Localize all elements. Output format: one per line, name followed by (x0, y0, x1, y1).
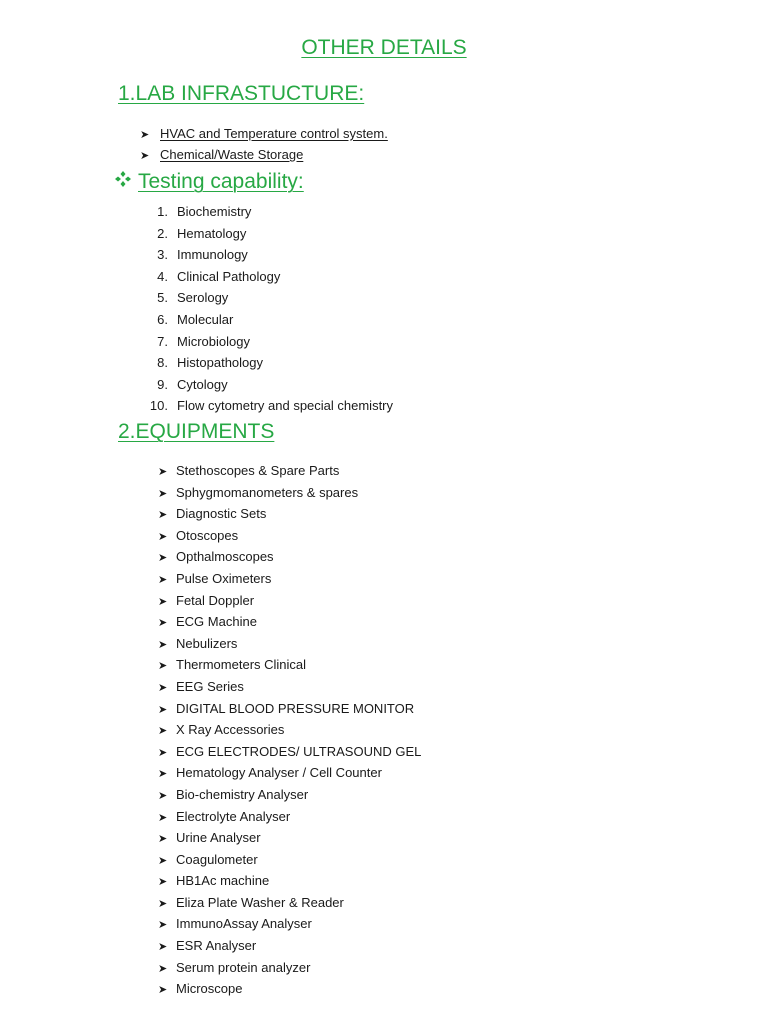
list-item-label: Histopathology (177, 355, 263, 371)
arrow-bullet-icon: ➤ (158, 660, 168, 673)
item-number: 7. (157, 333, 168, 349)
arrow-bullet-icon: ➤ (158, 703, 168, 716)
list-item (158, 827, 421, 849)
list-item-label: Chemical/Waste Storage (160, 147, 304, 162)
list-item (158, 590, 421, 612)
arrow-bullet-icon: ➤ (158, 811, 168, 824)
arrow-bullet-icon: ➤ (158, 919, 168, 932)
arrow-bullet-icon: ➤ (158, 725, 168, 738)
list-item (158, 611, 421, 633)
list-item-label: Diagnostic Sets (176, 506, 267, 522)
list-item-label: Flow cytometry and special chemistry (177, 398, 394, 414)
list-item-label: Serum protein analyzer (176, 959, 311, 975)
list-item-label: Sphygmomanometers & spares (176, 484, 359, 500)
item-number: 8. (157, 355, 168, 371)
list-item-label: Serology (177, 290, 229, 306)
list-item-label: Eliza Plate Washer & Reader (176, 894, 344, 910)
list-item-label: Immunology (177, 247, 248, 263)
list-item-label: Bio-chemistry Analyser (176, 786, 309, 802)
list-item-label: Microbiology (177, 333, 250, 349)
list-item-label: ESR Analyser (176, 938, 257, 954)
list-item-label: HB1Ac machine (176, 873, 270, 889)
list-item-label: DIGITAL BLOOD PRESSURE MONITOR (176, 700, 415, 716)
item-number: 4. (157, 268, 168, 284)
arrow-bullet-icon: ➤ (140, 150, 150, 162)
list-item-label: X Ray Accessories (176, 722, 285, 738)
item-number: 10. (149, 398, 168, 414)
list-item-label: ImmunoAssay Analyser (176, 916, 312, 932)
list-item-label: Molecular (177, 311, 234, 327)
arrow-bullet-icon: ➤ (158, 638, 168, 651)
list-item (140, 123, 388, 144)
list-item-label: Urine Analyser (176, 830, 261, 846)
list-item (158, 698, 421, 720)
list-item-label: Stethoscopes & Spare Parts (176, 463, 340, 478)
list-item-label: Opthalmoscopes (176, 549, 274, 565)
list-item (158, 957, 421, 979)
list-item-label: ECG Machine (176, 614, 257, 630)
list-item-label: Pulse Oximeters (176, 570, 272, 586)
list-item-label: Microscope (176, 981, 243, 997)
list-item (158, 503, 421, 525)
arrow-bullet-icon: ➤ (158, 530, 168, 543)
arrow-bullet-icon: ➤ (158, 617, 168, 630)
arrow-bullet-icon: ➤ (158, 854, 168, 867)
list-item (158, 913, 421, 935)
list-item (158, 892, 421, 914)
list-item (158, 482, 421, 504)
arrow-bullet-icon: ➤ (140, 129, 150, 141)
list-item-label: Fetal Doppler (176, 592, 255, 608)
page-title: OTHER DETAILS (301, 36, 467, 59)
list-item-label: Biochemistry (177, 204, 252, 219)
list-item (158, 633, 421, 655)
list-item-label: EEG Series (176, 678, 244, 694)
list-item-label: ECG ELECTRODES/ ULTRASOUND GEL (176, 743, 422, 759)
list-item-label: Otoscopes (176, 527, 239, 543)
list-item (144, 266, 393, 288)
list-item-label: Thermometers Clinical (176, 657, 307, 673)
list-item-label: Hematology (177, 225, 247, 241)
list-item-label: Clinical Pathology (177, 268, 281, 284)
list-item (144, 331, 393, 353)
list-item-label: Cytology (177, 376, 228, 392)
list-item (158, 870, 421, 892)
lab-infrastructure-heading: 1.LAB INFRASTUCTURE: (118, 82, 365, 105)
list-item (158, 935, 421, 957)
item-number: 6. (157, 311, 168, 327)
equipments-list (158, 460, 421, 1000)
arrow-bullet-icon: ➤ (158, 789, 168, 802)
arrow-bullet-icon: ➤ (158, 984, 168, 997)
equipments-heading: 2.EQUIPMENTS (118, 420, 275, 443)
list-item (144, 223, 393, 245)
lab-infrastructure-list (140, 123, 388, 165)
arrow-bullet-icon: ➤ (158, 466, 168, 478)
list-item (158, 762, 421, 784)
list-item (144, 201, 393, 223)
arrow-bullet-icon: ➤ (158, 573, 168, 586)
list-item (158, 806, 421, 828)
list-item-label: Hematology Analyser / Cell Counter (176, 765, 382, 781)
arrow-bullet-icon: ➤ (158, 962, 168, 975)
testing-capability-list (144, 201, 393, 417)
arrow-bullet-icon: ➤ (158, 897, 168, 910)
list-item (158, 525, 421, 547)
list-item (158, 741, 421, 763)
list-item (158, 978, 421, 1000)
list-item (144, 244, 393, 266)
list-item (158, 460, 421, 482)
list-item (144, 395, 393, 417)
list-item (158, 784, 421, 806)
arrow-bullet-icon: ➤ (158, 768, 168, 781)
list-item (144, 309, 393, 331)
list-item (158, 676, 421, 698)
list-item (144, 352, 393, 374)
list-item (158, 654, 421, 676)
item-number: 5. (157, 290, 168, 306)
list-item (140, 144, 388, 165)
item-number: 2. (157, 225, 168, 241)
list-item (158, 546, 421, 568)
arrow-bullet-icon: ➤ (158, 552, 168, 565)
list-item (158, 568, 421, 590)
arrow-bullet-icon: ➤ (158, 941, 168, 954)
item-number: 1. (157, 204, 168, 219)
list-item-label: Electrolyte Analyser (176, 808, 291, 824)
arrow-bullet-icon: ➤ (158, 833, 168, 846)
testing-capability-title: Testing capability: (138, 170, 304, 193)
testing-capability-heading (114, 170, 304, 194)
item-number: 3. (157, 247, 168, 263)
list-item-label: Coagulometer (176, 851, 258, 867)
list-item-label: Nebulizers (176, 635, 238, 651)
list-item (144, 287, 393, 309)
arrow-bullet-icon: ➤ (158, 876, 168, 889)
arrow-bullet-icon: ➤ (158, 595, 168, 608)
item-number: 9. (157, 376, 168, 392)
list-item-label: HVAC and Temperature control system. (160, 126, 388, 141)
diamond-bullet-icon (114, 170, 134, 194)
list-item (158, 719, 421, 741)
list-item (144, 374, 393, 396)
arrow-bullet-icon: ➤ (158, 746, 168, 759)
list-item (158, 849, 421, 871)
arrow-bullet-icon: ➤ (158, 681, 168, 694)
arrow-bullet-icon: ➤ (158, 487, 168, 500)
arrow-bullet-icon: ➤ (158, 509, 168, 522)
